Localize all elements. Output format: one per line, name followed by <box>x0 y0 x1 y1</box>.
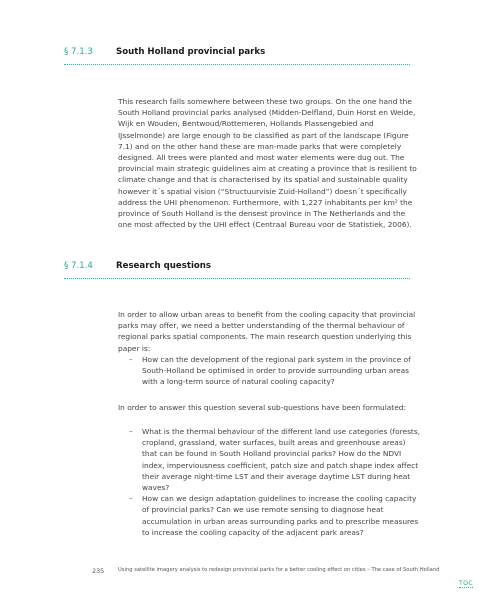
running-footer: Using satellite imagery analysis to redesign provincial parks for a better cooling effect on cities – The case of South Holland <box>118 567 440 573</box>
list-item <box>129 426 421 493</box>
list-item-text: How can the development of the regional park system in the province of South-Holland be optimised in order to provide surrounding urban areas with a long-term source of natural cooling capacity? <box>142 355 411 387</box>
intro-paragraph <box>118 309 418 354</box>
list-item <box>129 493 421 538</box>
list-item-text: How can we design adaptation guidelines to increase the cooling capacity of provincial parks? Can we use remote sensing to diagnose heat accumulation in urban areas surrounding parks and to prescribe measures to increase the cooling capacity of the adjacent park areas? <box>142 494 419 537</box>
paragraph: In order to allow urban areas to benefit from the cooling capacity that provincial parks may offer, we need a better understanding of the thermal behaviour of regional parks spatial components. The main research question underlying this paper is: <box>118 310 416 353</box>
section-title: Research questions <box>116 261 212 271</box>
dash-bullet: – <box>129 427 133 436</box>
list-item <box>129 354 421 388</box>
paragraph: This research falls somewhere between these two groups. On the one hand the South Holland provincial parks analysed (Midden-Delfland, Duin Horst en Weide, Wijk en Wouden, Bentwoud/Rottemeren, Hollands Plassengebied and IJsselmonde) are large enough to be classified as part of the landscape (Figure 7.1) and on the other hand these are man-made parks that were completely designed. All trees were planted and most water elements were dug out. The provincial main strategic guidelines aim at creating a province that is resilient to climate change and that is characterised by its spatial and sustainable quality however it´s spatial vision (“Structuurvisie Zuid-Holland”) doesn´t specifically address the UHI phenomenon. Furthermore, with 1,227 inhabitants per km² the province of South Holland is the densest province in The Netherlands and the one most affected by the UHI effect (Centraal Bureau voor de Statistiek, 2006). <box>118 97 417 230</box>
section-body <box>118 96 418 230</box>
list-item-text: What is the thermal behaviour of the different land use categories (forests, cropland, grassland, water surfaces, built areas and greenhouse areas) that can be found in South Holland provincial parks? How do the NDVI index, imperviousness coefficient, patch size and patch shape index affect their average night-time LST and their average daytime LST during heat waves? <box>142 427 421 493</box>
dash-bullet: – <box>129 355 133 364</box>
dash-bullet: – <box>129 494 133 504</box>
main-question-list <box>129 354 421 388</box>
section-number: § 7.1.3 <box>64 47 93 57</box>
page-number: 235 <box>92 567 105 575</box>
toc-link[interactable]: TOC <box>459 580 473 587</box>
sub-intro-paragraph <box>118 402 418 413</box>
paragraph: In order to answer this question several sub-questions have been formulated: <box>118 403 406 412</box>
section-heading-7-1-4 <box>64 260 410 279</box>
section-title: South Holland provincial parks <box>116 47 266 57</box>
section-number: § 7.1.4 <box>64 261 93 271</box>
sub-question-list <box>129 426 421 538</box>
section-heading-7-1-3 <box>64 46 410 65</box>
